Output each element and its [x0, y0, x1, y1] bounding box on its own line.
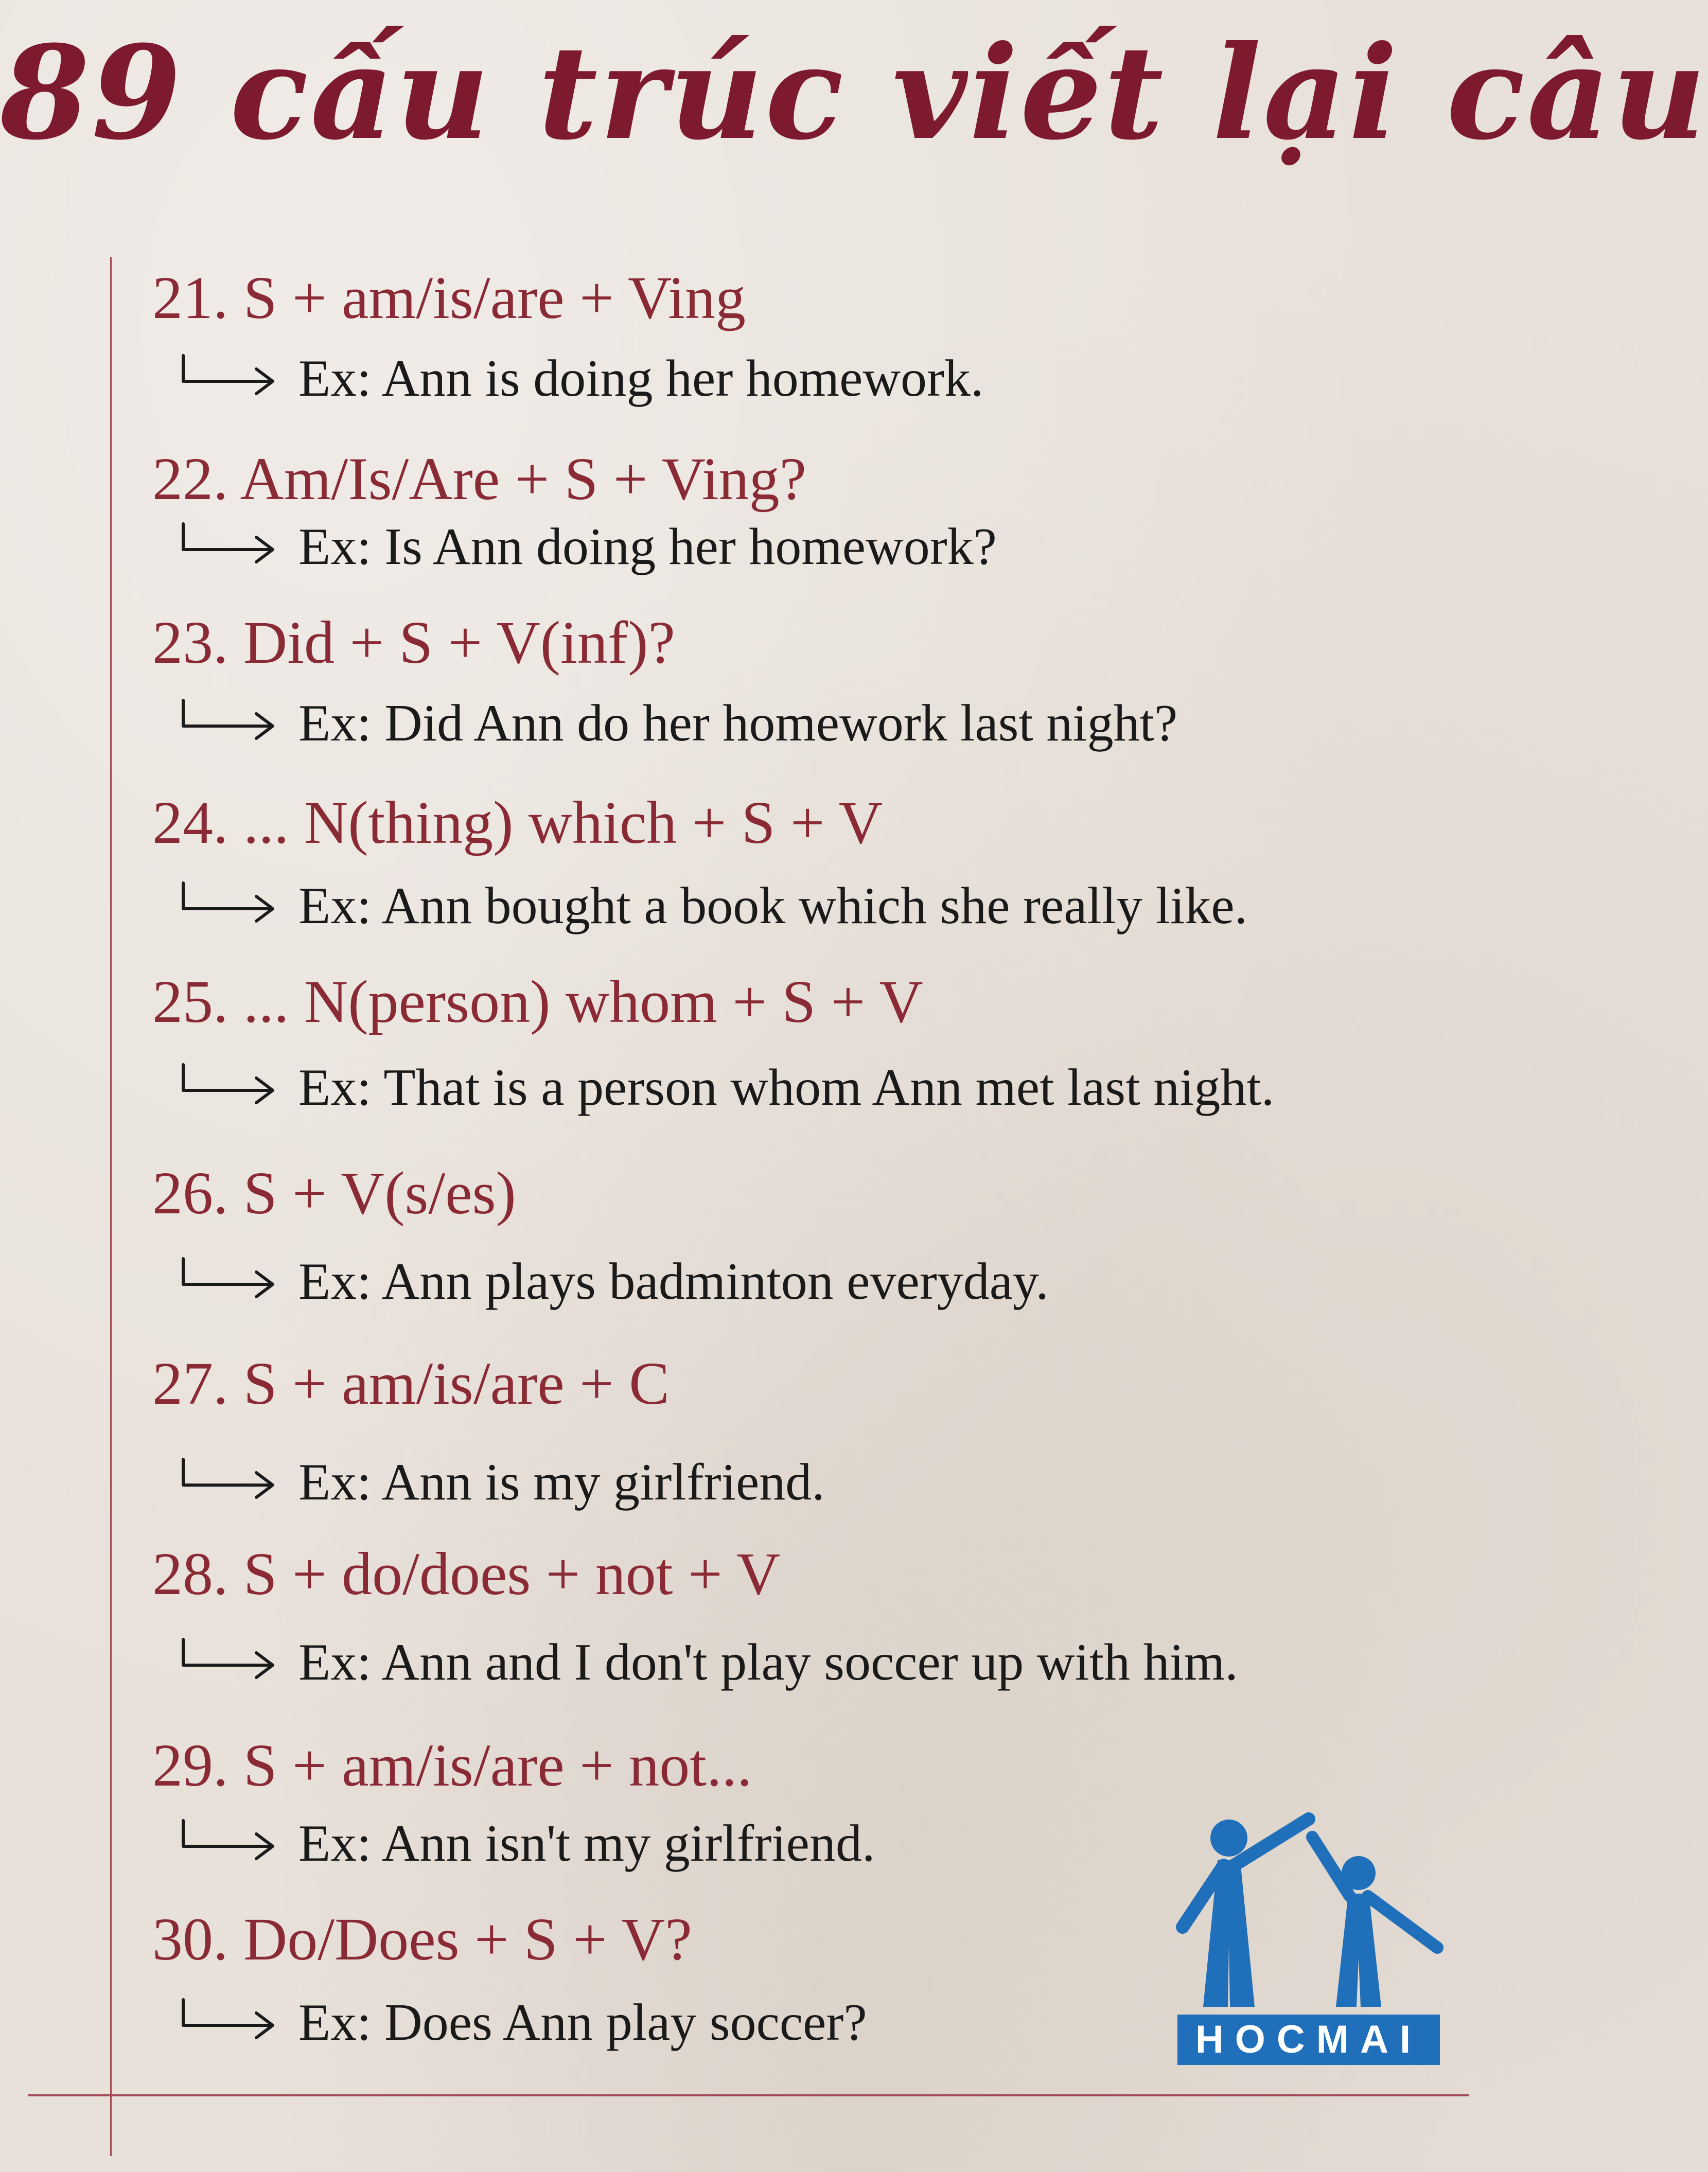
structure-heading: 27. S + am/is/are + C — [152, 1350, 670, 1417]
example-text: Ex: Does Ann play soccer? — [298, 1993, 867, 2052]
example-text: Ex: Ann is my girlfriend. — [298, 1453, 825, 1511]
arrow-icon — [179, 1459, 277, 1495]
example-text: Ex: That is a person whom Ann met last night. — [298, 1058, 1275, 1117]
structure-heading: 28. S + do/does + not + V — [152, 1540, 781, 1608]
arrow-icon — [179, 1821, 277, 1857]
arrow-icon — [179, 524, 277, 560]
arrow-icon — [179, 1639, 277, 1675]
hocmai-logo — [1177, 1816, 1445, 2074]
example-text: Ex: Is Ann doing her homework? — [298, 518, 997, 576]
arrow-icon — [179, 2000, 277, 2036]
example-text: Ex: Ann isn't my girlfriend. — [298, 1814, 875, 1873]
structure-heading: 29. S + am/is/are + not... — [152, 1732, 752, 1799]
structure-heading: 24. ... N(thing) which + S + V — [152, 789, 883, 856]
bottom-rule — [28, 2094, 1469, 2096]
logo-text: HOCMAI — [1177, 2015, 1440, 2065]
example-text: Ex: Ann bought a book which she really like. — [298, 877, 1248, 935]
structure-heading: 25. ... N(person) whom + S + V — [152, 968, 923, 1035]
arrow-icon — [179, 1065, 277, 1101]
structure-heading: 26. S + V(s/es) — [152, 1159, 516, 1227]
arrow-icon — [179, 700, 277, 736]
example-text: Ex: Ann is doing her homework. — [298, 349, 984, 408]
structure-heading: 23. Did + S + V(inf)? — [152, 609, 675, 676]
example-text: Ex: Ann plays badminton everyday. — [298, 1252, 1049, 1311]
arrow-icon — [179, 356, 277, 392]
arrow-icon — [179, 883, 277, 919]
vertical-rule — [110, 257, 112, 2156]
example-text: Ex: Did Ann do her homework last night? — [298, 694, 1178, 752]
logo-figures-icon — [1177, 1816, 1445, 2012]
page-title: 89 cấu trúc viết lại câu — [0, 17, 1708, 168]
example-text: Ex: Ann and I don't play soccer up with him. — [298, 1633, 1238, 1691]
structure-heading: 21. S + am/is/are + Ving — [152, 264, 746, 331]
arrow-icon — [179, 1259, 277, 1295]
structure-heading: 30. Do/Does + S + V? — [152, 1905, 692, 1973]
structure-heading: 22. Am/Is/Are + S + Ving? — [152, 445, 807, 513]
